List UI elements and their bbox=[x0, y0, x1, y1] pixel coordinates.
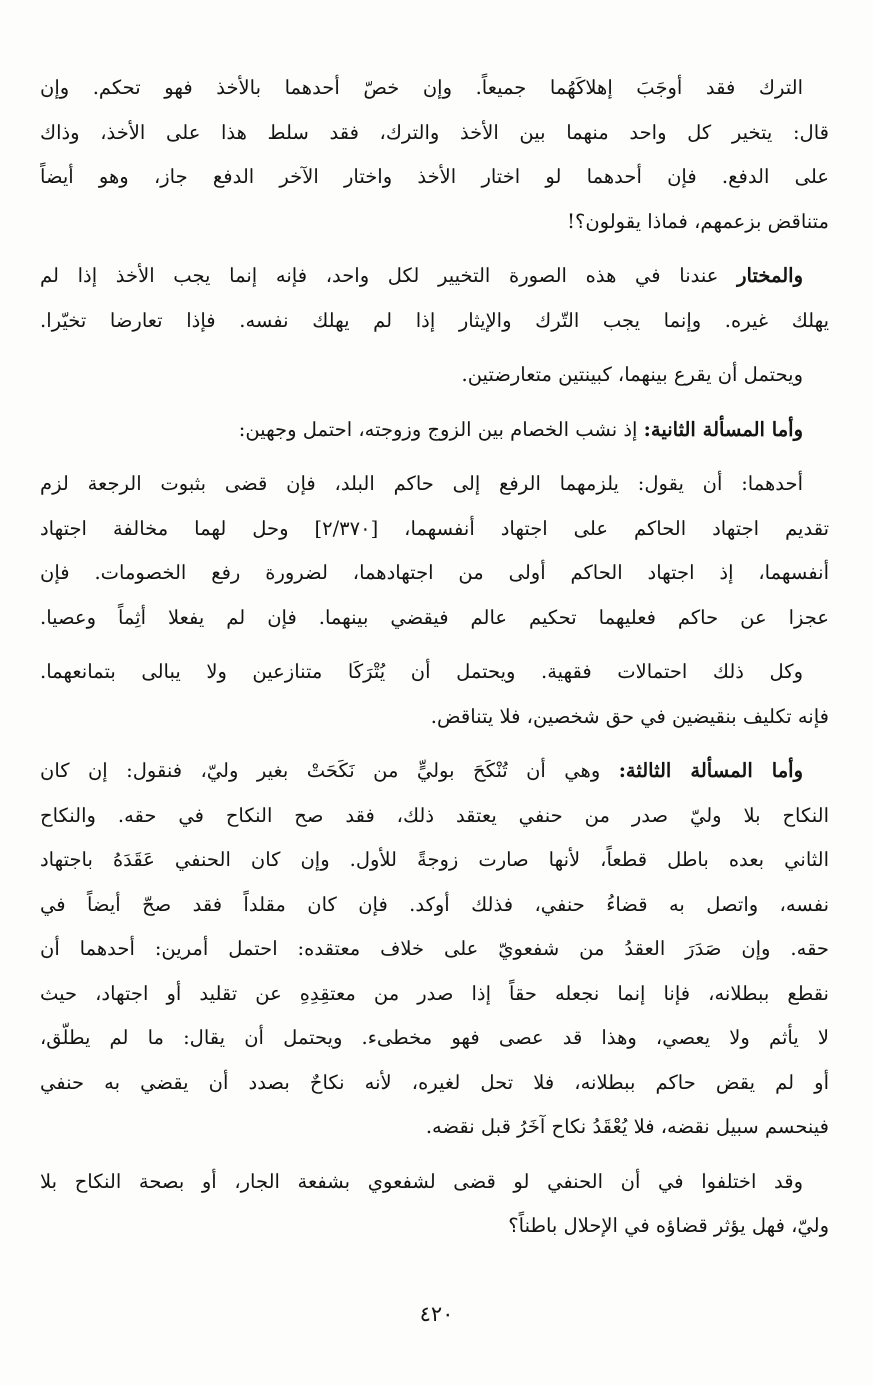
text-line: عجزا عن حاكم فعليهما تحكيم عالم فيقضي بينهما. فإن لم يفعلا أثِماً وعصيا. bbox=[40, 605, 829, 629]
text-line bbox=[40, 408, 829, 453]
text-line: تقديم اجتهاد الحاكم على اجتهاد أنفسهما، [٢/٣٧٠] وحل لهما مخالفة اجتهاد bbox=[40, 516, 829, 540]
paragraph-4 bbox=[40, 408, 829, 453]
text-line: الترك فقد أوجَبَ إهلاكَهُما جميعاً. وإن خصّ أحدهما بالأخذ فهو تحكم. وإن bbox=[40, 76, 803, 99]
text-run: إذ نشب الخصام بين الزوج وزوجته، احتمل وجهين: bbox=[238, 417, 644, 441]
text-line: يهلك غيره. وإنما يجب التّرك والإيثار إذا لم يهلك نفسه. فإذا تعارضا تخيّرا. bbox=[40, 308, 829, 332]
text-line: فينحسم سبيل نقضه، فلا يُعْقَدُ نكاح آخَرُ قبل نقضه. bbox=[425, 1115, 829, 1138]
text-line: حقه. وإن صَدَرَ العقدُ من شفعويّ على خلاف معتقده: احتمل أمرين: أحدهما أن bbox=[40, 937, 829, 960]
text-run: وهي أن تُنْكَحَ بوليٍّ من نَكَحَتْ بغير وليّ، فنقول: إن كان bbox=[40, 759, 619, 782]
text-line: لا يأثم ولا يعصي، وهذا قد عصى فهو مخطىء. ويحتمل أن يقال: ما لم يطلّق، bbox=[40, 1026, 829, 1049]
text-line: أنفسهما، إذ اجتهاد الحاكم أولى من اجتهادهما، لضرورة رفع الخصومات. فإن bbox=[40, 561, 829, 584]
text-line bbox=[40, 749, 829, 794]
text-line: أحدهما: أن يقول: يلزمهما الرفع إلى حاكم البلد، فإن قضى بثبوت الرجعة لزم bbox=[40, 472, 803, 495]
text-line: وكل ذلك احتمالات فقهية. ويحتمل أن يُتْرَكَا متنازعين ولا يبالى بتمانعهما. bbox=[40, 660, 803, 683]
text-line: ويحتمل أن يقرع بينهما، كبينتين متعارضتين. bbox=[461, 363, 803, 386]
text-line: نقطع ببطلانه، فإنا إنما نجعله حقاً إذا صدر من معتقِدِهِ عن تقليد أو اجتهاد، حيث bbox=[40, 981, 829, 1005]
text-line: النكاح بلا وليّ صدر من حنفي يعتقد ذلك، فقد صح النكاح في حقه. والنكاح bbox=[40, 803, 829, 827]
paragraph-lead: والمختار bbox=[737, 264, 803, 287]
paragraph-2 bbox=[40, 254, 829, 343]
paragraph-6 bbox=[40, 650, 829, 739]
text-line: أو لم يقض حاكم ببطلانه، فلا تحل لغيره، لأنه نكاحٌ بصدد أن يقضي به حنفي bbox=[40, 1070, 829, 1094]
text-line bbox=[40, 254, 829, 299]
text-line: فإنه تكليف بنقيضين في حق شخصين، فلا يتناقض. bbox=[430, 704, 829, 728]
paragraph-lead: وأما المسألة الثالثة: bbox=[618, 759, 804, 782]
text-line: الثاني بعده باطل قطعاً، لأنها صارت زوجةً للأول. وإن كان الحنفي عَقَدَهُ باجتهاد bbox=[40, 848, 829, 871]
text-line: نفسه، واتصل به قضاءُ حنفي، فذلك أوكد. فإن كان مقلداً فقد صحّ أيضاً في bbox=[40, 892, 829, 916]
text-line: وليّ، فهل يؤثر قضاؤه في الإحلال باطناً؟ bbox=[508, 1214, 829, 1237]
text-line: على الدفع. فإن أحدهما لو اختار الأخذ واختار الآخر الدفع جاز، وهو أيضاً bbox=[40, 165, 829, 188]
paragraph-lead: وأما المسألة الثانية: bbox=[643, 417, 803, 441]
page-number: ٤٢٠ bbox=[419, 1302, 454, 1326]
text-run: عندنا في هذه الصورة التخيير لكل واحد، فإنه إنما يجب الأخذ إذا لم bbox=[40, 264, 738, 287]
text-line: قال: يتخير كل واحد منهما بين الأخذ والترك، فقد سلط هذا على الأخذ، وذاك bbox=[40, 120, 829, 144]
paragraph-5 bbox=[40, 462, 829, 640]
paragraph-8 bbox=[40, 1160, 829, 1249]
paragraph-7 bbox=[40, 749, 829, 1150]
text-line: متناقض بزعمهم، فماذا يقولون؟! bbox=[567, 209, 829, 233]
paragraph-1 bbox=[40, 66, 829, 244]
text-line: وقد اختلفوا في أن الحنفي لو قضى لشفعوي بشفعة الجار، أو بصحة النكاح بلا bbox=[40, 1169, 803, 1193]
paragraph-3 bbox=[40, 353, 829, 398]
